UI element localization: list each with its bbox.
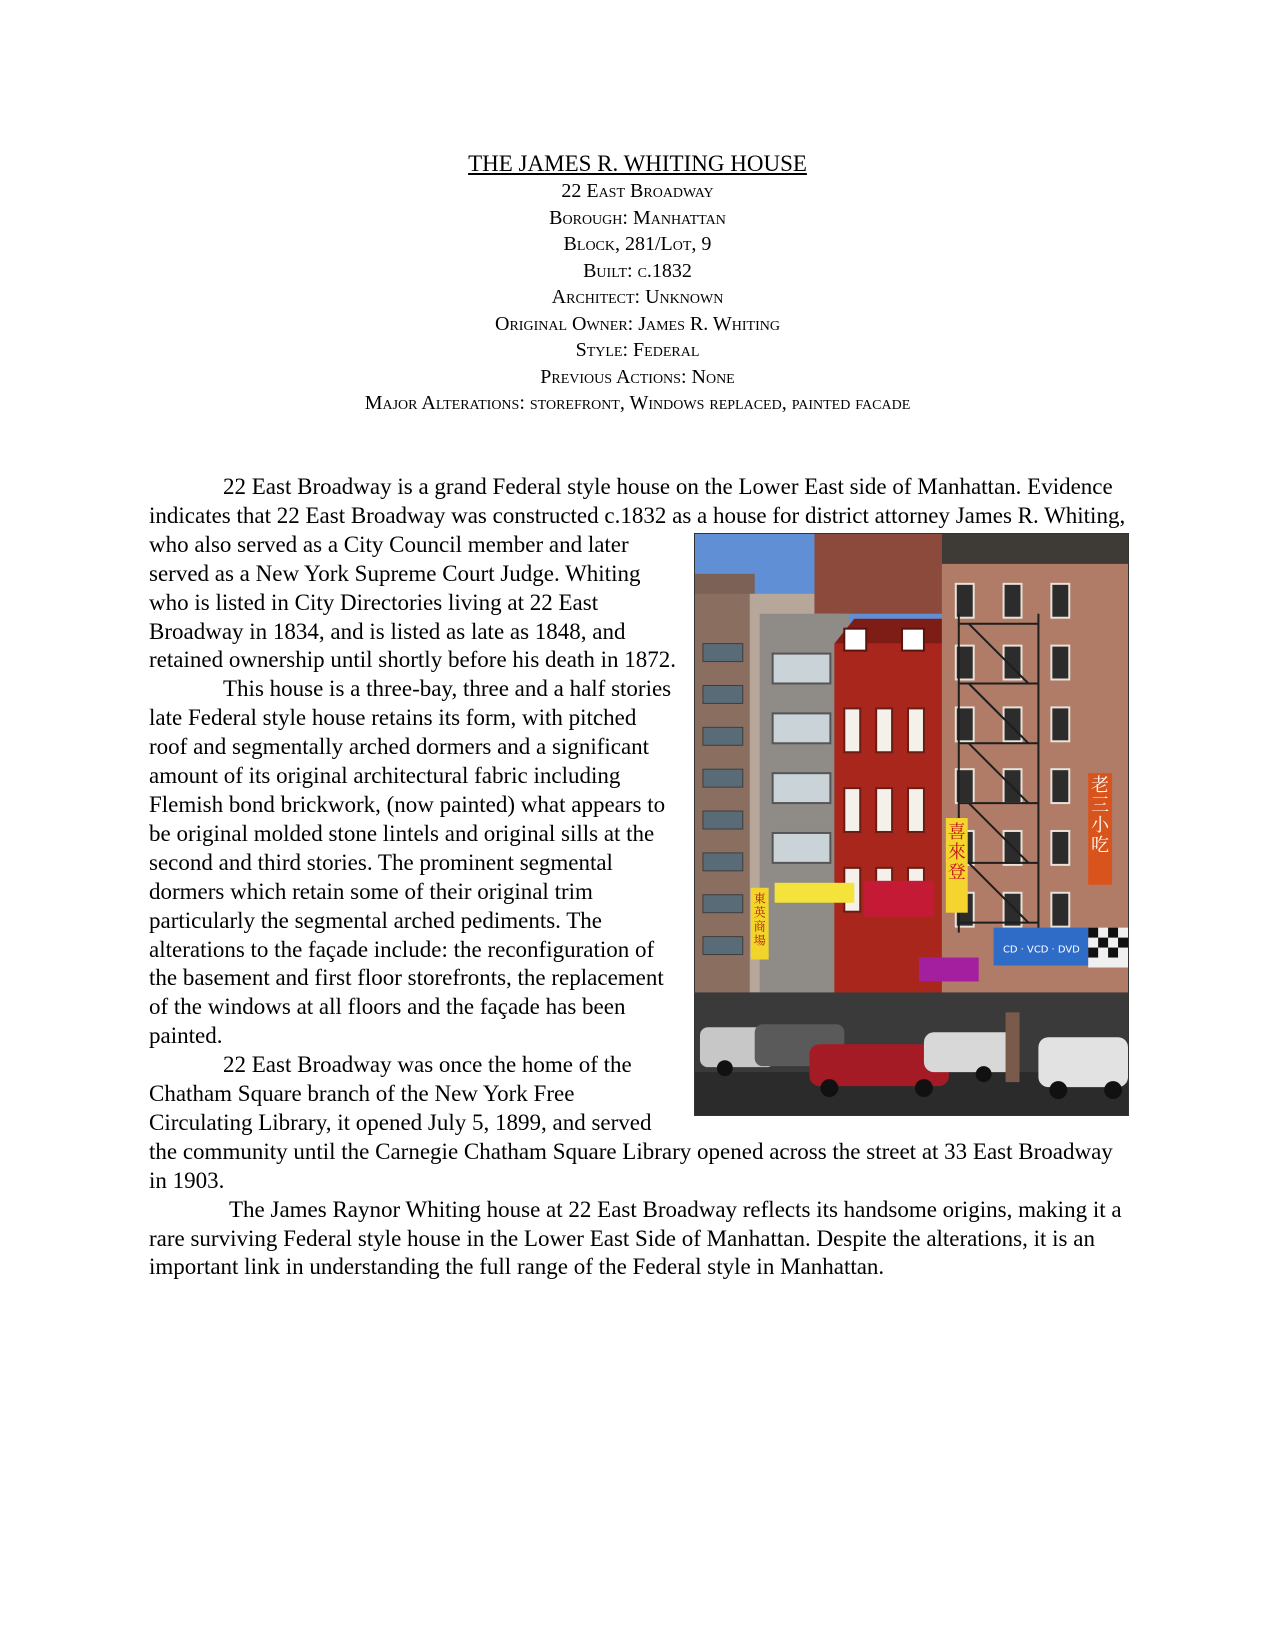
built-line: Built: c.1832: [583, 259, 692, 282]
svg-text:東: 東: [753, 891, 766, 906]
svg-text:老: 老: [1091, 774, 1110, 796]
svg-text:場: 場: [753, 933, 766, 948]
document-header: [0, 150, 1275, 417]
document-title: THE JAMES R. WHITING HOUSE: [468, 151, 807, 176]
svg-text:登: 登: [947, 861, 966, 883]
block-lot-line: Block, 281/Lot, 9: [563, 233, 712, 255]
paragraph-1-lead: 22 East Broadway is a grand Federal style house on the Lower East side of Manhattan. Evidence indicates that 22 East Broadway was constructed c.1832 as a house for district attorney: [149, 474, 1113, 528]
previous-actions-line: Previous Actions: None: [540, 365, 735, 388]
svg-text:來: 來: [947, 841, 966, 863]
paragraph-1-rest: James R. Whiting, who also served as a City Council member and later served as a New York Supreme Court Judge. Whiting who is listed in City Directories living at 22 East Broadway in 1834, and is listed as late as 1848, and retained ownership until shortly before his death in 1872.: [149, 502, 1126, 673]
original-owner-line: Original Owner: James R. Whiting: [495, 312, 780, 335]
svg-text:CD · VCD · DVD: CD · VCD · DVD: [1002, 944, 1080, 956]
style-line: Style: Federal: [575, 339, 700, 361]
svg-text:英: 英: [753, 905, 766, 920]
paragraph-3: 22 East Broadway was once the home of the Chatham Square branch of the New York Free Circulating Library, it opened July 5, 1899, and served the community until the Carnegie Chatham Square Library opened across the street at 33 East Broadway in 1903.: [149, 1052, 1113, 1193]
svg-text:商: 商: [753, 919, 766, 934]
svg-text:吃: 吃: [1091, 834, 1110, 856]
svg-text:喜: 喜: [947, 821, 966, 843]
svg-text:小: 小: [1091, 814, 1110, 836]
svg-text:三: 三: [1091, 794, 1110, 816]
borough-line: Borough: Manhattan: [549, 206, 726, 229]
document-body: [149, 473, 1129, 1282]
address-line: 22 East Broadway: [561, 180, 714, 202]
paragraph-2: This house is a three-bay, three and a half stories late Federal style house retains its form, with pitched roof and segmentally arched dormers and a significant amount of its original architectural fabric including Flemish bond brickwork, (now painted) what appears to be original molded stone lintels and original sills at the second and third stories. The prominent segmental dormers which retain some of their original trim particularly the segmental arched pediments. The alterations to the façade include: the reconfiguration of the basement and first floor storefronts, the replacement of the windows at all floors and the façade has been painted.: [149, 676, 672, 1049]
architect-line: Architect: Unknown: [551, 286, 724, 308]
paragraph-4: The James Raynor Whiting house at 22 East Broadway reflects its handsome origins, making it a rare surviving Federal style house in the Lower East Side of Manhattan. Despite the alterations, it is an important link in understanding the full range of the Federal style in Manhattan.: [149, 1196, 1122, 1280]
major-alterations-line: Major Alterations: storefront, Windows replaced, painted facade: [364, 392, 911, 414]
building-photo: [694, 533, 1129, 1116]
